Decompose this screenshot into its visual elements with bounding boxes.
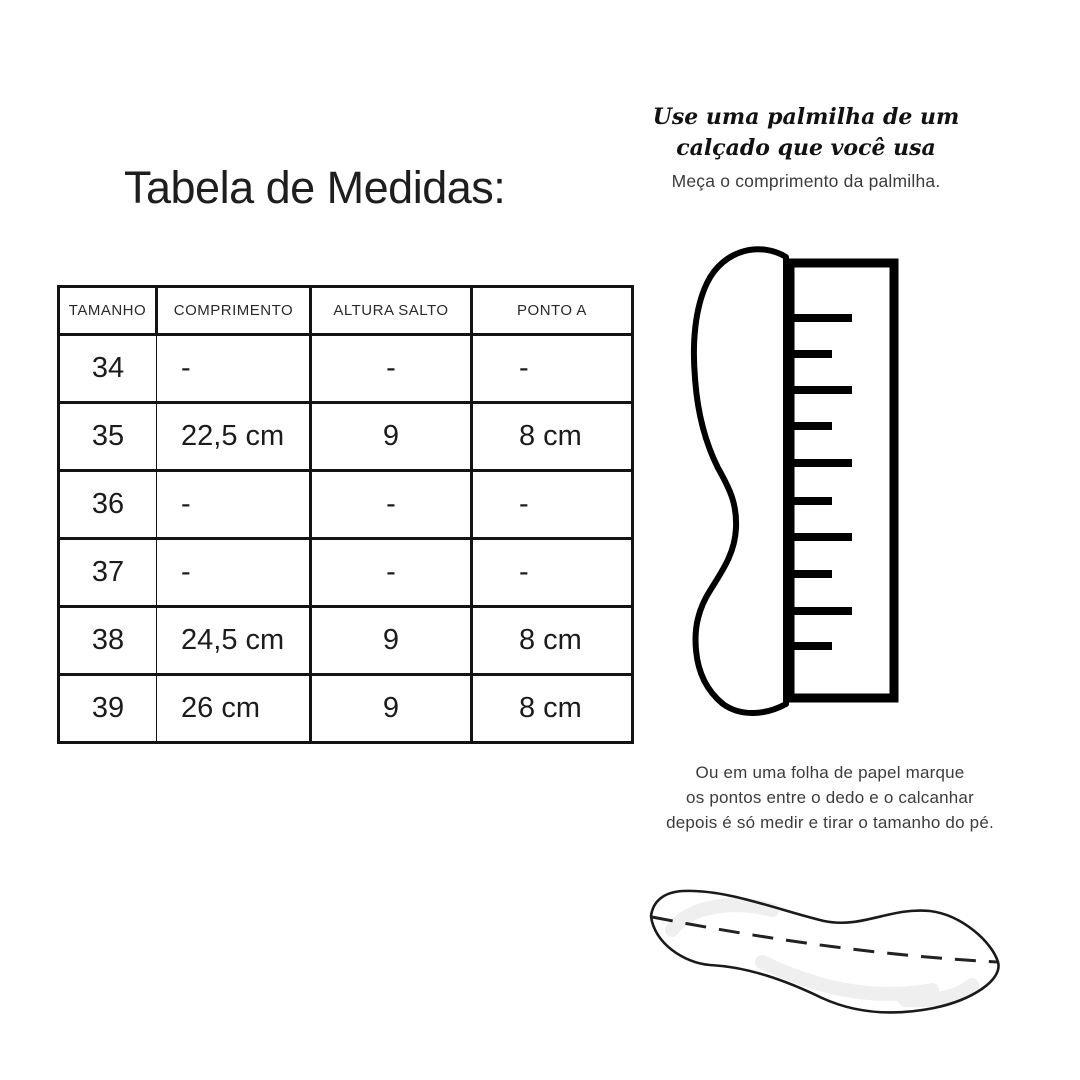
- table-row: [59, 539, 633, 607]
- cell-altura-salto: -: [311, 471, 472, 539]
- cell-ponto-a: -: [472, 471, 633, 539]
- insole-against-ruler-icon: [658, 231, 926, 727]
- cell-tamanho: 36: [59, 471, 157, 539]
- cell-tamanho: 37: [59, 539, 157, 607]
- instruction-bottom-line3: depois é só medir e tirar o tamanho do pé.: [666, 813, 994, 832]
- page-title: Tabela de Medidas:: [124, 162, 506, 213]
- cell-altura-salto: 9: [311, 607, 472, 675]
- cell-ponto-a: -: [472, 539, 633, 607]
- cell-comprimento: 22,5 cm: [157, 403, 311, 471]
- cell-tamanho: 35: [59, 403, 157, 471]
- insole-outline: [694, 249, 786, 713]
- cell-tamanho: 34: [59, 335, 157, 403]
- cell-tamanho: 38: [59, 607, 157, 675]
- cell-comprimento: -: [157, 471, 311, 539]
- measure-dashed-line: [652, 917, 997, 962]
- table-header-row: [59, 287, 633, 335]
- instruction-subtext: Meça o comprimento da palmilha.: [671, 171, 941, 191]
- cell-altura-salto: -: [311, 335, 472, 403]
- instruction-bottom-line1: Ou em uma folha de papel marque: [695, 763, 965, 782]
- cell-altura-salto: 9: [311, 675, 472, 743]
- header-altura-salto: ALTURA SALTO: [311, 287, 472, 335]
- header-comprimento: COMPRIMENTO: [157, 287, 311, 335]
- instructions-top: [640, 102, 972, 192]
- cell-ponto-a: 8 cm: [472, 607, 633, 675]
- cell-ponto-a: 8 cm: [472, 403, 633, 471]
- instruction-heading-line1: Use uma palmilha de um: [652, 104, 960, 130]
- header-tamanho: TAMANHO: [59, 287, 157, 335]
- table-row: [59, 607, 633, 675]
- cell-altura-salto: 9: [311, 403, 472, 471]
- cell-comprimento: -: [157, 335, 311, 403]
- instruction-bottom-line2: os pontos entre o dedo e o calcanhar: [686, 788, 974, 807]
- instruction-heading-line2: calçado que você usa: [676, 135, 936, 161]
- cell-ponto-a: 8 cm: [472, 675, 633, 743]
- cell-ponto-a: -: [472, 335, 633, 403]
- table-row: [59, 471, 633, 539]
- instructions-bottom: [640, 760, 1020, 835]
- size-table: [57, 285, 634, 744]
- table-row: [59, 335, 633, 403]
- cell-comprimento: 24,5 cm: [157, 607, 311, 675]
- table-row: [59, 403, 633, 471]
- cell-altura-salto: -: [311, 539, 472, 607]
- cell-tamanho: 39: [59, 675, 157, 743]
- table-row: [59, 675, 633, 743]
- cell-comprimento: -: [157, 539, 311, 607]
- insole-top-view-dashed-icon: [633, 873, 1025, 1041]
- ruler-body: [790, 263, 894, 698]
- header-ponto-a: PONTO A: [472, 287, 633, 335]
- cell-comprimento: 26 cm: [157, 675, 311, 743]
